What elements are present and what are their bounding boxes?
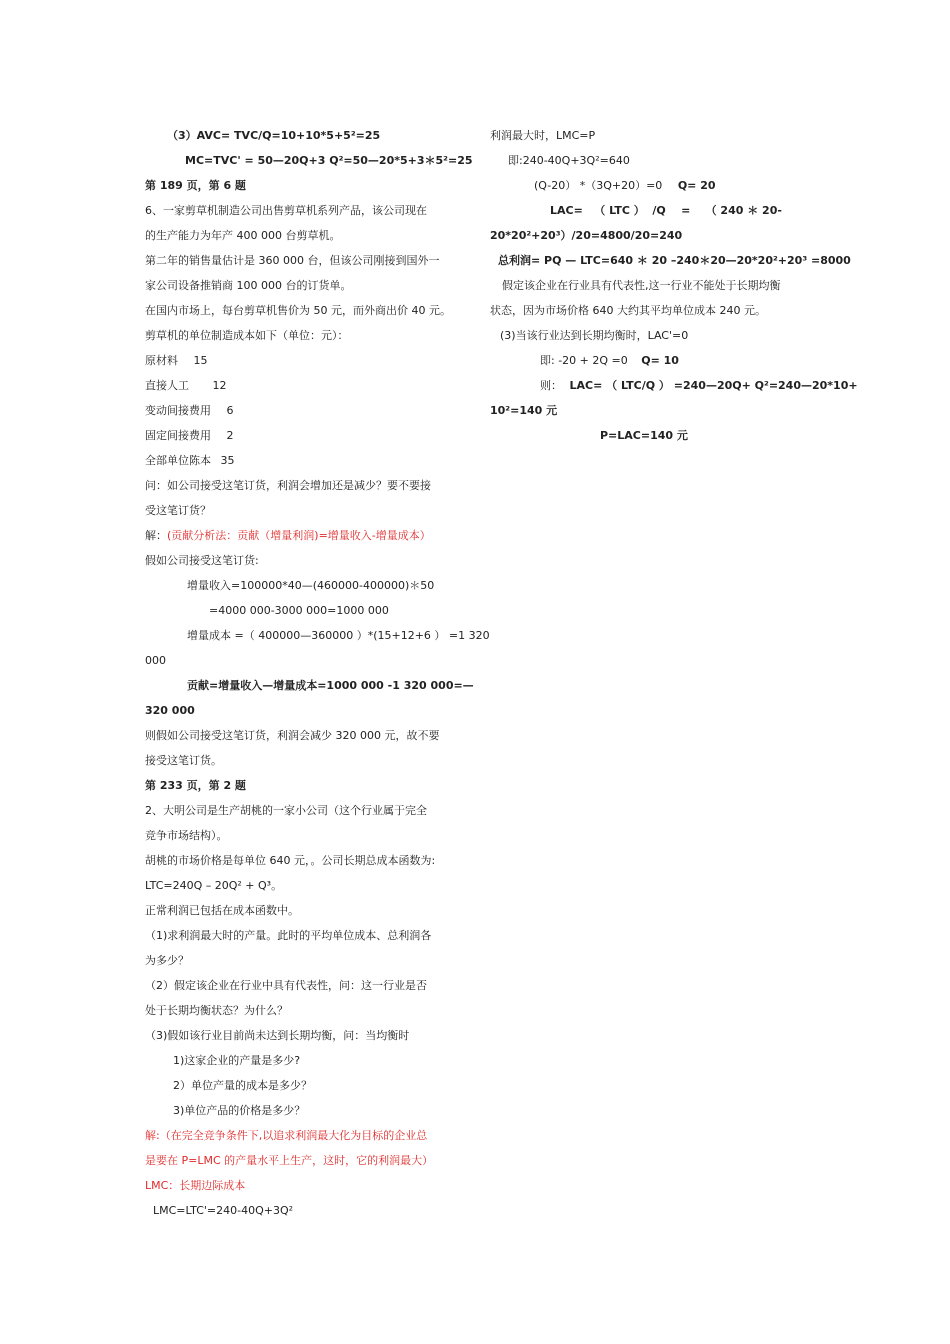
q2-part3-line: （3)假如该行业目前尚未达到长期均衡，问：当均衡时: [145, 1029, 410, 1042]
q-solution: Q= 10: [641, 354, 679, 367]
question-line: 受这笔订货？: [145, 504, 211, 517]
method-note: (贡献分析法：贡献（增量利润)=增量收入-增量成本）: [167, 529, 431, 542]
q2-part2-line: 处于长期均衡状态？为什么？: [145, 1004, 288, 1017]
q2-part1-line: （1)求利润最大时的产量。此时的平均单位成本、总利润各: [145, 929, 432, 942]
cost-item-row: [145, 373, 470, 398]
cost-item-value: 35: [220, 454, 235, 467]
lmc-formula: LMC=LTC'=240-40Q+3Q²: [153, 1204, 294, 1217]
q6-text-line: 在国内市场上，每台剪草机售价为 50 元，而外商出价 40 元。: [145, 304, 451, 317]
cost-result: 000: [145, 654, 166, 667]
then-label: 则：: [540, 379, 562, 392]
q6-text-line: 剪草机的单位制造成本如下（单位：元）：: [145, 329, 349, 342]
solution-prefix: 解：: [145, 529, 167, 542]
cost-item-label: 直接人工: [145, 379, 189, 392]
q6-text-line: 家公司设备推销商 100 000 台的订货单。: [145, 279, 352, 292]
cost-item-value: 6: [226, 404, 234, 417]
equilibrium-price: P=LAC=140 元: [600, 429, 688, 442]
q-factor-equation: [490, 173, 815, 198]
mc-formula: MC=TVC' = 50—20Q+3 Q²=50—20*5+3＊5²=25: [185, 154, 473, 167]
solution-note-red: 是要在 P=LMC 的产量水平上生产，这时，它的利润最大）: [145, 1154, 434, 1167]
q6-text-line: 的生产能力为年产 400 000 台剪草机。: [145, 229, 341, 242]
lac-formula: LAC= （ LTC ） /Q = （ 240 ＊ 20-: [550, 204, 782, 217]
question-line: 问：如公司接受这笔订货，利润会增加还是减少？要不要接: [145, 479, 431, 492]
contribution-formula: 贡献=增量收入—增量成本=1000 000 -1 320 000=—: [187, 679, 474, 692]
lac-result: 20*20²+20³）/20=4800/20=240: [490, 229, 683, 242]
q2-subquestion: 3)单位产品的价格是多少？: [173, 1104, 306, 1117]
total-profit-formula: 总利润= PQ — LTC=640 ＊ 20 –240＊20—20*20²+20³ =8000: [498, 254, 851, 267]
cost-item-row: [145, 398, 470, 423]
lac-derivative-equation: [490, 348, 815, 373]
q2-part1-line: 为多少？: [145, 954, 189, 967]
q2-text-line: 2、大明公司是生产胡桃的一家小公司（这个行业属于完全: [145, 804, 427, 817]
cost-item-label: 固定间接费用: [145, 429, 211, 442]
q2-text-line: 胡桃的市场价格是每单位 640 元，。公司长期总成本函数为:: [145, 854, 436, 867]
lac-equilibrium-formula: [490, 373, 858, 398]
right-column: [490, 123, 858, 448]
q6-text-line: 6、一家剪草机制造公司出售剪草机系列产品，该公司现在: [145, 204, 427, 217]
avc-formula: （3）AVC= TVC/Q=10+10*5+5²=25: [167, 129, 381, 142]
q2-text-line: 正常利润已包括在成本函数中。: [145, 904, 299, 917]
cost-item-value: 12: [212, 379, 227, 392]
cost-item-value: 15: [193, 354, 208, 367]
cost-item-value: 2: [226, 429, 234, 442]
equilibrium-explanation: 假定该企业在行业具有代表性,这一行业不能处于长期均衡: [502, 279, 781, 292]
cost-item-label: 变动间接费用: [145, 404, 211, 417]
contribution-result: 320 000: [145, 704, 195, 717]
long-run-condition: (3)当该行业达到长期均衡时，LAC'=0: [500, 329, 689, 342]
conclusion-line: 则假如公司接受这笔订货，利润会减少 320 000 元，故不要: [145, 729, 440, 742]
lac-expression: LAC= （ LTC/Q ） =240—20Q+ Q²=240—20*10+: [569, 379, 858, 392]
cost-item-row: [145, 423, 470, 448]
lmc-definition: LMC：长期边际成本: [145, 1179, 246, 1192]
revenue-result: =4000 000-3000 000=1000 000: [209, 604, 389, 617]
derivative-expression: 即: -20 + 2Q =0: [540, 354, 628, 367]
q2-text-line: 竞争市场结构）。: [145, 829, 228, 842]
assumption-line: 假如公司接受这笔订货:: [145, 554, 259, 567]
q6-text-line: 第二年的销售量估计是 360 000 台，但该公司刚接到国外一: [145, 254, 440, 267]
cost-item-label: 原材料: [145, 354, 178, 367]
q-solution: Q= 20: [677, 179, 716, 192]
conclusion-line: 接受这笔订货。: [145, 754, 222, 767]
solution-note-red: 解:（在完全竞争条件下,以追求利润最大化为目标的企业总: [145, 1129, 428, 1142]
equilibrium-explanation: 状态，因为市场价格 640 大约其平均单位成本 240 元。: [490, 304, 766, 317]
cost-item-row: [145, 448, 470, 473]
left-column: [145, 123, 490, 1223]
revenue-formula: 增量收入=100000*40—(460000-400000)＊50: [187, 579, 435, 592]
lac-equilibrium-result: 10²=140 元: [490, 404, 558, 417]
ltc-function: LTC=240Q – 20Q² + Q³。: [145, 879, 283, 892]
cost-item-label: 全部单位陈本: [145, 454, 211, 467]
solution-intro: [145, 523, 470, 548]
q2-part2-line: （2）假定该企业在行业中具有代表性，问：这一行业是否: [145, 979, 427, 992]
cost-formula: 增量成本 =（ 400000—360000 ）*(15+12+6 ） =1 320: [187, 629, 490, 642]
section-heading-233: 第 233 页，第 2 题: [145, 779, 246, 792]
q2-subquestion: 1)这家企业的产量是多少?: [173, 1054, 301, 1067]
q2-subquestion: 2）单位产量的成本是多少？: [173, 1079, 312, 1092]
section-heading-189: 第 189 页，第 6 题: [145, 179, 246, 192]
lmc-equation: 即:240-40Q+3Q²=640: [508, 154, 630, 167]
cost-item-row: [145, 348, 470, 373]
factor-expression: (Q-20） *（3Q+20）=0: [534, 179, 663, 192]
profit-max-condition: 利润最大时，LMC=P: [490, 129, 596, 142]
